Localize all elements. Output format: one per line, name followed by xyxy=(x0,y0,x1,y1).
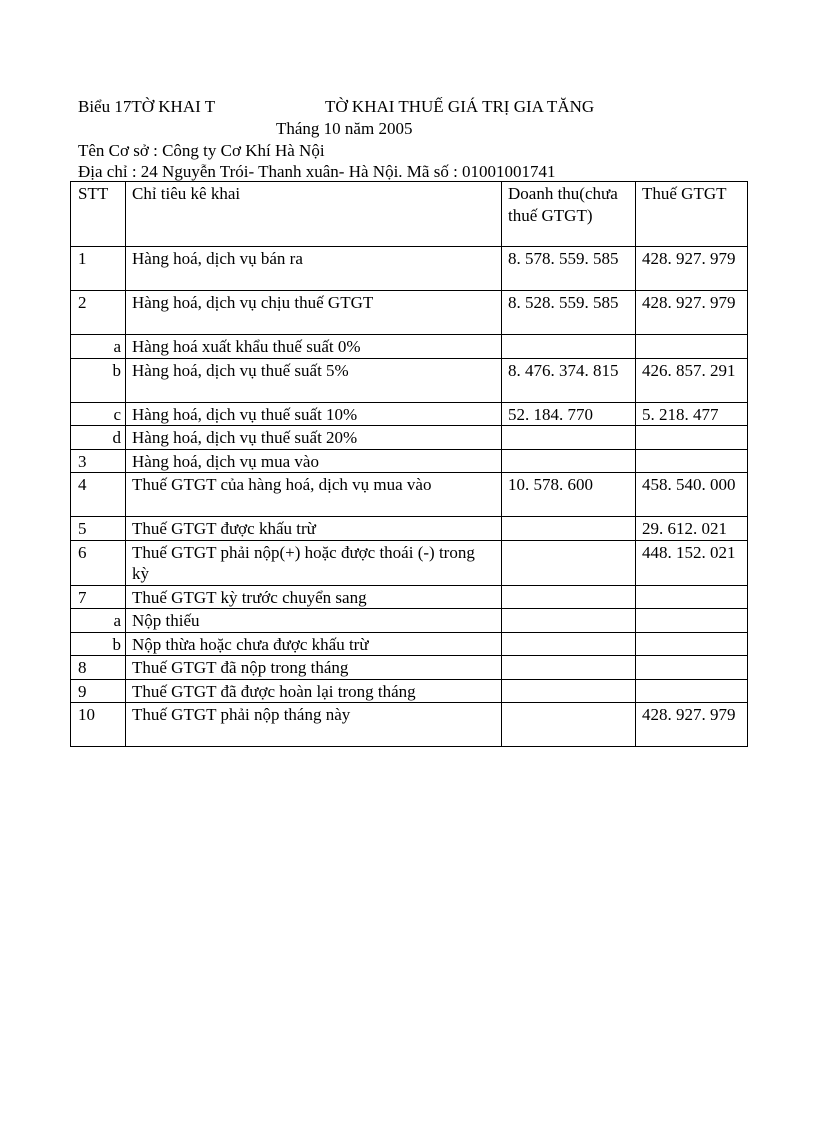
row-revenue xyxy=(502,449,636,473)
row-stt: 8 xyxy=(71,656,126,680)
table-row xyxy=(71,609,748,633)
row-revenue xyxy=(502,703,636,747)
row-item: Thuế GTGT của hàng hoá, dịch vụ mua vào xyxy=(126,473,502,517)
row-vat xyxy=(636,585,748,609)
row-stt: 7 xyxy=(71,585,126,609)
row-stt: a xyxy=(71,609,126,633)
row-revenue xyxy=(502,540,636,585)
row-vat xyxy=(636,632,748,656)
row-item: Hàng hoá, dịch vụ bán ra xyxy=(126,247,502,291)
row-revenue xyxy=(502,335,636,359)
header-stt: STT xyxy=(71,182,126,247)
row-stt: 4 xyxy=(71,473,126,517)
row-revenue: 10. 578. 600 xyxy=(502,473,636,517)
row-stt: 10 xyxy=(71,703,126,747)
row-stt: 6 xyxy=(71,540,126,585)
row-stt: 5 xyxy=(71,517,126,541)
row-item: Hàng hoá xuất khẩu thuế suất 0% xyxy=(126,335,502,359)
row-vat xyxy=(636,449,748,473)
row-stt: 9 xyxy=(71,679,126,703)
row-stt: 1 xyxy=(71,247,126,291)
row-revenue xyxy=(502,585,636,609)
row-vat xyxy=(636,679,748,703)
table-row xyxy=(71,358,748,402)
row-item: Thuế GTGT phải nộp(+) hoặc được thoái (-) trong kỳ xyxy=(126,540,502,585)
row-item: Nộp thừa hoặc chưa được khấu trừ xyxy=(126,632,502,656)
row-vat: 29. 612. 021 xyxy=(636,517,748,541)
row-revenue: 8. 476. 374. 815 xyxy=(502,358,636,402)
row-stt: a xyxy=(71,335,126,359)
header-revenue: Doanh thu(chưa thuế GTGT) xyxy=(502,182,636,247)
document-title: TỜ KHAI THUẾ GIÁ TRỊ GIA TĂNG xyxy=(325,97,595,116)
row-vat: 426. 857. 291 xyxy=(636,358,748,402)
table-row xyxy=(71,426,748,450)
row-item: Thuế GTGT phải nộp tháng này xyxy=(126,703,502,747)
row-vat: 458. 540. 000 xyxy=(636,473,748,517)
table-row xyxy=(71,517,748,541)
row-item: Thuế GTGT kỳ trước chuyển sang xyxy=(126,585,502,609)
row-vat: 428. 927. 979 xyxy=(636,703,748,747)
tax-declaration-table xyxy=(70,181,748,747)
table-row xyxy=(71,632,748,656)
row-item: Hàng hoá, dịch vụ mua vào xyxy=(126,449,502,473)
row-revenue xyxy=(502,679,636,703)
row-revenue: 8. 578. 559. 585 xyxy=(502,247,636,291)
row-item: Nộp thiếu xyxy=(126,609,502,633)
row-stt: b xyxy=(71,632,126,656)
row-revenue: 8. 528. 559. 585 xyxy=(502,291,636,335)
row-vat xyxy=(636,426,748,450)
row-stt: d xyxy=(71,426,126,450)
table-row xyxy=(71,473,748,517)
table-row xyxy=(71,247,748,291)
row-revenue xyxy=(502,609,636,633)
table-row xyxy=(71,585,748,609)
company-address: Địa chỉ : 24 Nguyễn Trói- Thanh xuân- Hà Nội. Mã số : 01001001741 xyxy=(78,162,556,181)
table-row xyxy=(71,679,748,703)
table-row xyxy=(71,449,748,473)
table-header-row xyxy=(71,182,748,247)
table-row xyxy=(71,402,748,426)
row-vat: 448. 152. 021 xyxy=(636,540,748,585)
row-vat xyxy=(636,335,748,359)
row-vat xyxy=(636,656,748,680)
row-item: Hàng hoá, dịch vụ thuế suất 5% xyxy=(126,358,502,402)
row-stt: c xyxy=(71,402,126,426)
row-vat: 5. 218. 477 xyxy=(636,402,748,426)
row-stt: b xyxy=(71,358,126,402)
row-stt: 3 xyxy=(71,449,126,473)
row-item: Hàng hoá, dịch vụ chịu thuế GTGT xyxy=(126,291,502,335)
row-item: Thuế GTGT đã được hoàn lại trong tháng xyxy=(126,679,502,703)
row-vat: 428. 927. 979 xyxy=(636,247,748,291)
table-row xyxy=(71,335,748,359)
row-revenue xyxy=(502,426,636,450)
row-revenue xyxy=(502,632,636,656)
header-vat: Thuế GTGT xyxy=(636,182,748,247)
row-vat: 428. 927. 979 xyxy=(636,291,748,335)
header-item: Chỉ tiêu kê khai xyxy=(126,182,502,247)
table-row xyxy=(71,540,748,585)
row-item: Thuế GTGT đã nộp trong tháng xyxy=(126,656,502,680)
row-item: Hàng hoá, dịch vụ thuế suất 10% xyxy=(126,402,502,426)
row-item: Hàng hoá, dịch vụ thuế suất 20% xyxy=(126,426,502,450)
table-row xyxy=(71,291,748,335)
form-code: Biểu 17TỜ KHAI T xyxy=(78,97,216,116)
row-item: Thuế GTGT được khấu trừ xyxy=(126,517,502,541)
table-row xyxy=(71,656,748,680)
row-vat xyxy=(636,609,748,633)
company-name: Tên Cơ sở : Công ty Cơ Khí Hà Nội xyxy=(78,141,325,160)
row-stt: 2 xyxy=(71,291,126,335)
row-revenue xyxy=(502,517,636,541)
table-row xyxy=(71,703,748,747)
row-revenue: 52. 184. 770 xyxy=(502,402,636,426)
row-revenue xyxy=(502,656,636,680)
tax-period: Tháng 10 năm 2005 xyxy=(276,119,413,138)
